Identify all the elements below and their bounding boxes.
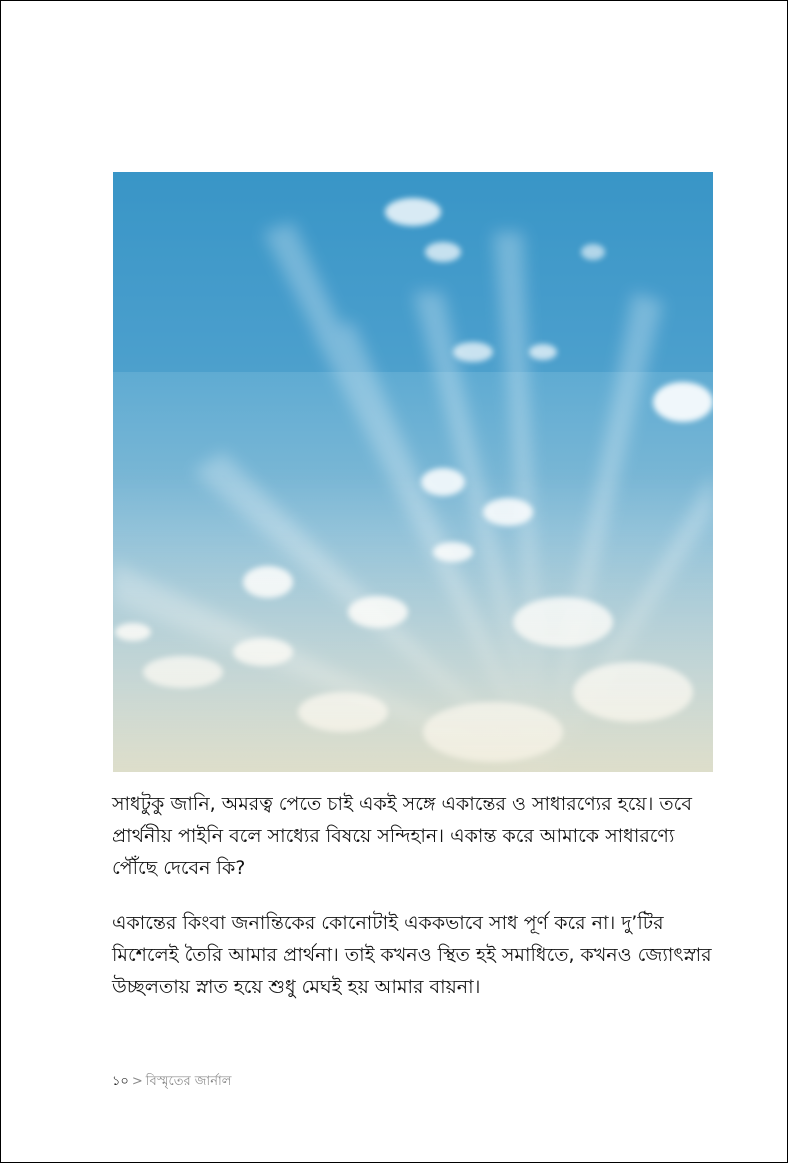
- cloud-illustration: [113, 172, 713, 772]
- body-paragraph-1: সাধটুকু জানি, অমরত্ব পেতে চাই একই সঙ্গে একান্তের ও সাধারণ্যের হয়ে। তবে প্রার্থনীয় পাইনি বলে সাধ্যের বিষয়ে সন্দিহান। একান্ত করে আমাকে সাধারণ্যে পৌঁছে দেবেন কি?: [112, 793, 692, 879]
- footer-separator: >: [131, 1074, 143, 1089]
- body-paragraph-2: একান্তের কিংবা জনান্তিকের কোনোটাই এককভাবে সাধ পূর্ণ করে না। দু’টির মিশেলেই তৈরি আমার প্রার্থনা। তাই কখনও স্থিত হই সমাধিতে, কখনও জ্যোৎস্নার উচ্ছলতায় স্নাত হয়ে শুধু মেঘই হয় আমার বায়না।: [112, 912, 712, 998]
- book-title: বিস্মৃতের জার্নাল: [145, 1074, 232, 1089]
- page-footer: [112, 1072, 231, 1093]
- sky-cloud-photo: [113, 172, 713, 772]
- page-number: ১০: [112, 1074, 129, 1089]
